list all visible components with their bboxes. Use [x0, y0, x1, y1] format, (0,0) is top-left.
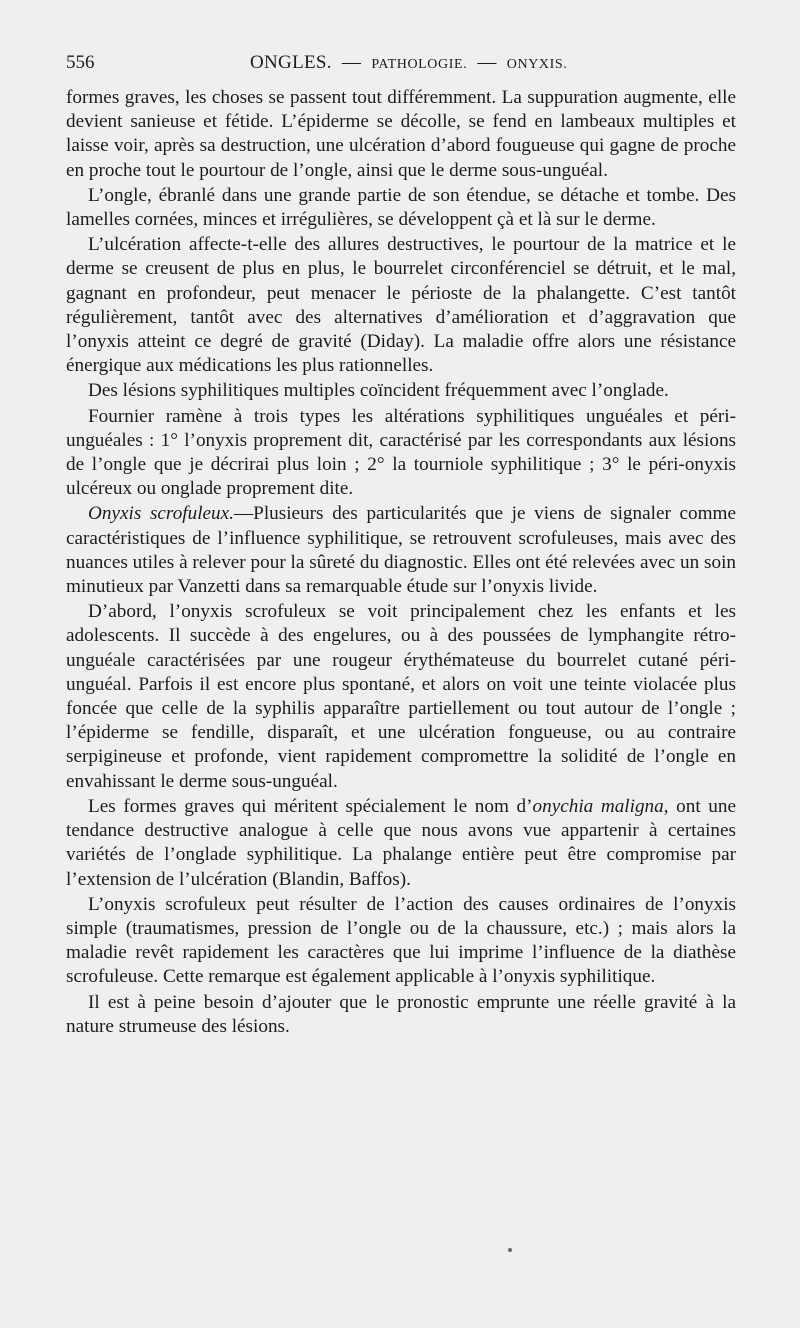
page-number: 556 [66, 52, 95, 73]
paragraph: D’abord, l’onyxis scrofuleux se voit principalement chez les enfants et les adolescents. Il succède à des engelures, ou à des poussées de lymphangite rétro-unguéale caractérisées par une rougeur érythémateuse du bourrelet cutané péri-unguéal. Parfois il est encore plus spontané, et alors on voit une teinte violacée plus foncée que celle de la syphilis apparaître partiellement ou tout autour de l’ongle ; l’épiderme se fendille, disparaît, et une ulcération fongueuse, ou au contraire serpigineuse et profonde, vient rapidement compromettre la solidité de l’ongle en envahissant le derme sous-unguéal. [66, 601, 736, 792]
running-title-main: ONGLES. [250, 52, 332, 73]
section-lead: Onyxis scrofuleux. [88, 503, 234, 525]
italic-term: onychia maligna [532, 795, 664, 817]
paragraph: Il est à peine besoin d’ajouter que le pronostic emprunte une réelle gravité à la nature strumeuse des lésions. [66, 991, 736, 1037]
paragraph [66, 795, 736, 892]
paragraph: L’ongle, ébranlé dans une grande partie de son étendue, se détache et tombe. Des lamelles cornées, minces et irrégulières, se développent çà et là sur le derme. [66, 184, 736, 231]
paragraph: L’ulcération affecte-t-elle des allures destructives, le pourtour de la matrice et le derme se creusent de plus en plus, le bourrelet circonférenciel se détruit, et le mal, gagnant en profondeur, peut menacer le périoste de la phalangette. C’est tantôt régulièrement, tantôt avec des alternatives d’amélioration et d’aggravation que l’onyxis atteint ce degré de gravité (Diday). La maladie offre alors une résistance énergique aux médications les plus rationnelles. [66, 234, 736, 377]
paragraph: Des lésions syphilitiques multiples coïncident fréquemment avec l’onglade. [88, 380, 669, 402]
running-title-section: PATHOLOGIE. [371, 57, 468, 72]
running-header [66, 52, 736, 80]
ink-speck [508, 1248, 512, 1252]
paragraph: L’onyxis scrofuleux peut résulter de l’action des causes ordinaires de l’onyxis simple (traumatismes, pression de l’ongle ou de la chaussure, etc.) ; mais alors la maladie revêt rapidement les caractères que lui imprime l’influence de la diathèse scrofuleuse. Cette remarque est également applicable à l’onyxis syphilitique. [66, 893, 736, 988]
paragraph-text: Les formes graves qui méritent spécialement le nom d’ [88, 795, 533, 817]
paragraph-text: , ont une tendance destructive analogue à celle que nous avons vue appartenir à certaines variétés de l’onglade syphilitique. La phalange entière peut être compromise par l’extension de l’ulcération (Blandin, Baffos). [66, 795, 736, 890]
paragraph: Fournier ramène à trois types les altérations syphilitiques unguéales et péri-unguéales : 1° l’onyxis proprement dit, caractérisé par les correspondants aux lésions de l’ongle que je décrirai plus loin ; 2° la tourniole syphilitique ; 3° le péri-onyxis ulcéreux ou onglade proprement dite. [66, 405, 736, 500]
running-title [250, 52, 567, 74]
running-title-separator: — [477, 52, 497, 73]
paragraph-text: —Plusieurs des particularités que je viens de signaler comme caractéristiques de l’influence syphilitique, se retrouvent scrofuleuses, mais avec des nuances utiles à relever pour la sûreté du diagnostic. Elles ont été relevées avec un soin minutieux par Vanzetti dans sa remarquable étude sur l’onyxis livide. [66, 503, 736, 598]
running-title-separator: — [341, 52, 362, 73]
running-title-subsection: ONYXIS. [506, 57, 568, 72]
paragraph: formes graves, les choses se passent tout différemment. La suppuration augmente, elle devient sanieuse et fétide. L’épiderme se décolle, se fend en lambeaux multiples et laisse voir, après sa destruction, une ulcération d’abord fougueuse qui gagne de proche en proche tout le pourtour de l’ongle, ainsi que le derme sous-unguéal. [66, 87, 736, 181]
paragraph [66, 502, 736, 599]
body-text [66, 86, 736, 1039]
